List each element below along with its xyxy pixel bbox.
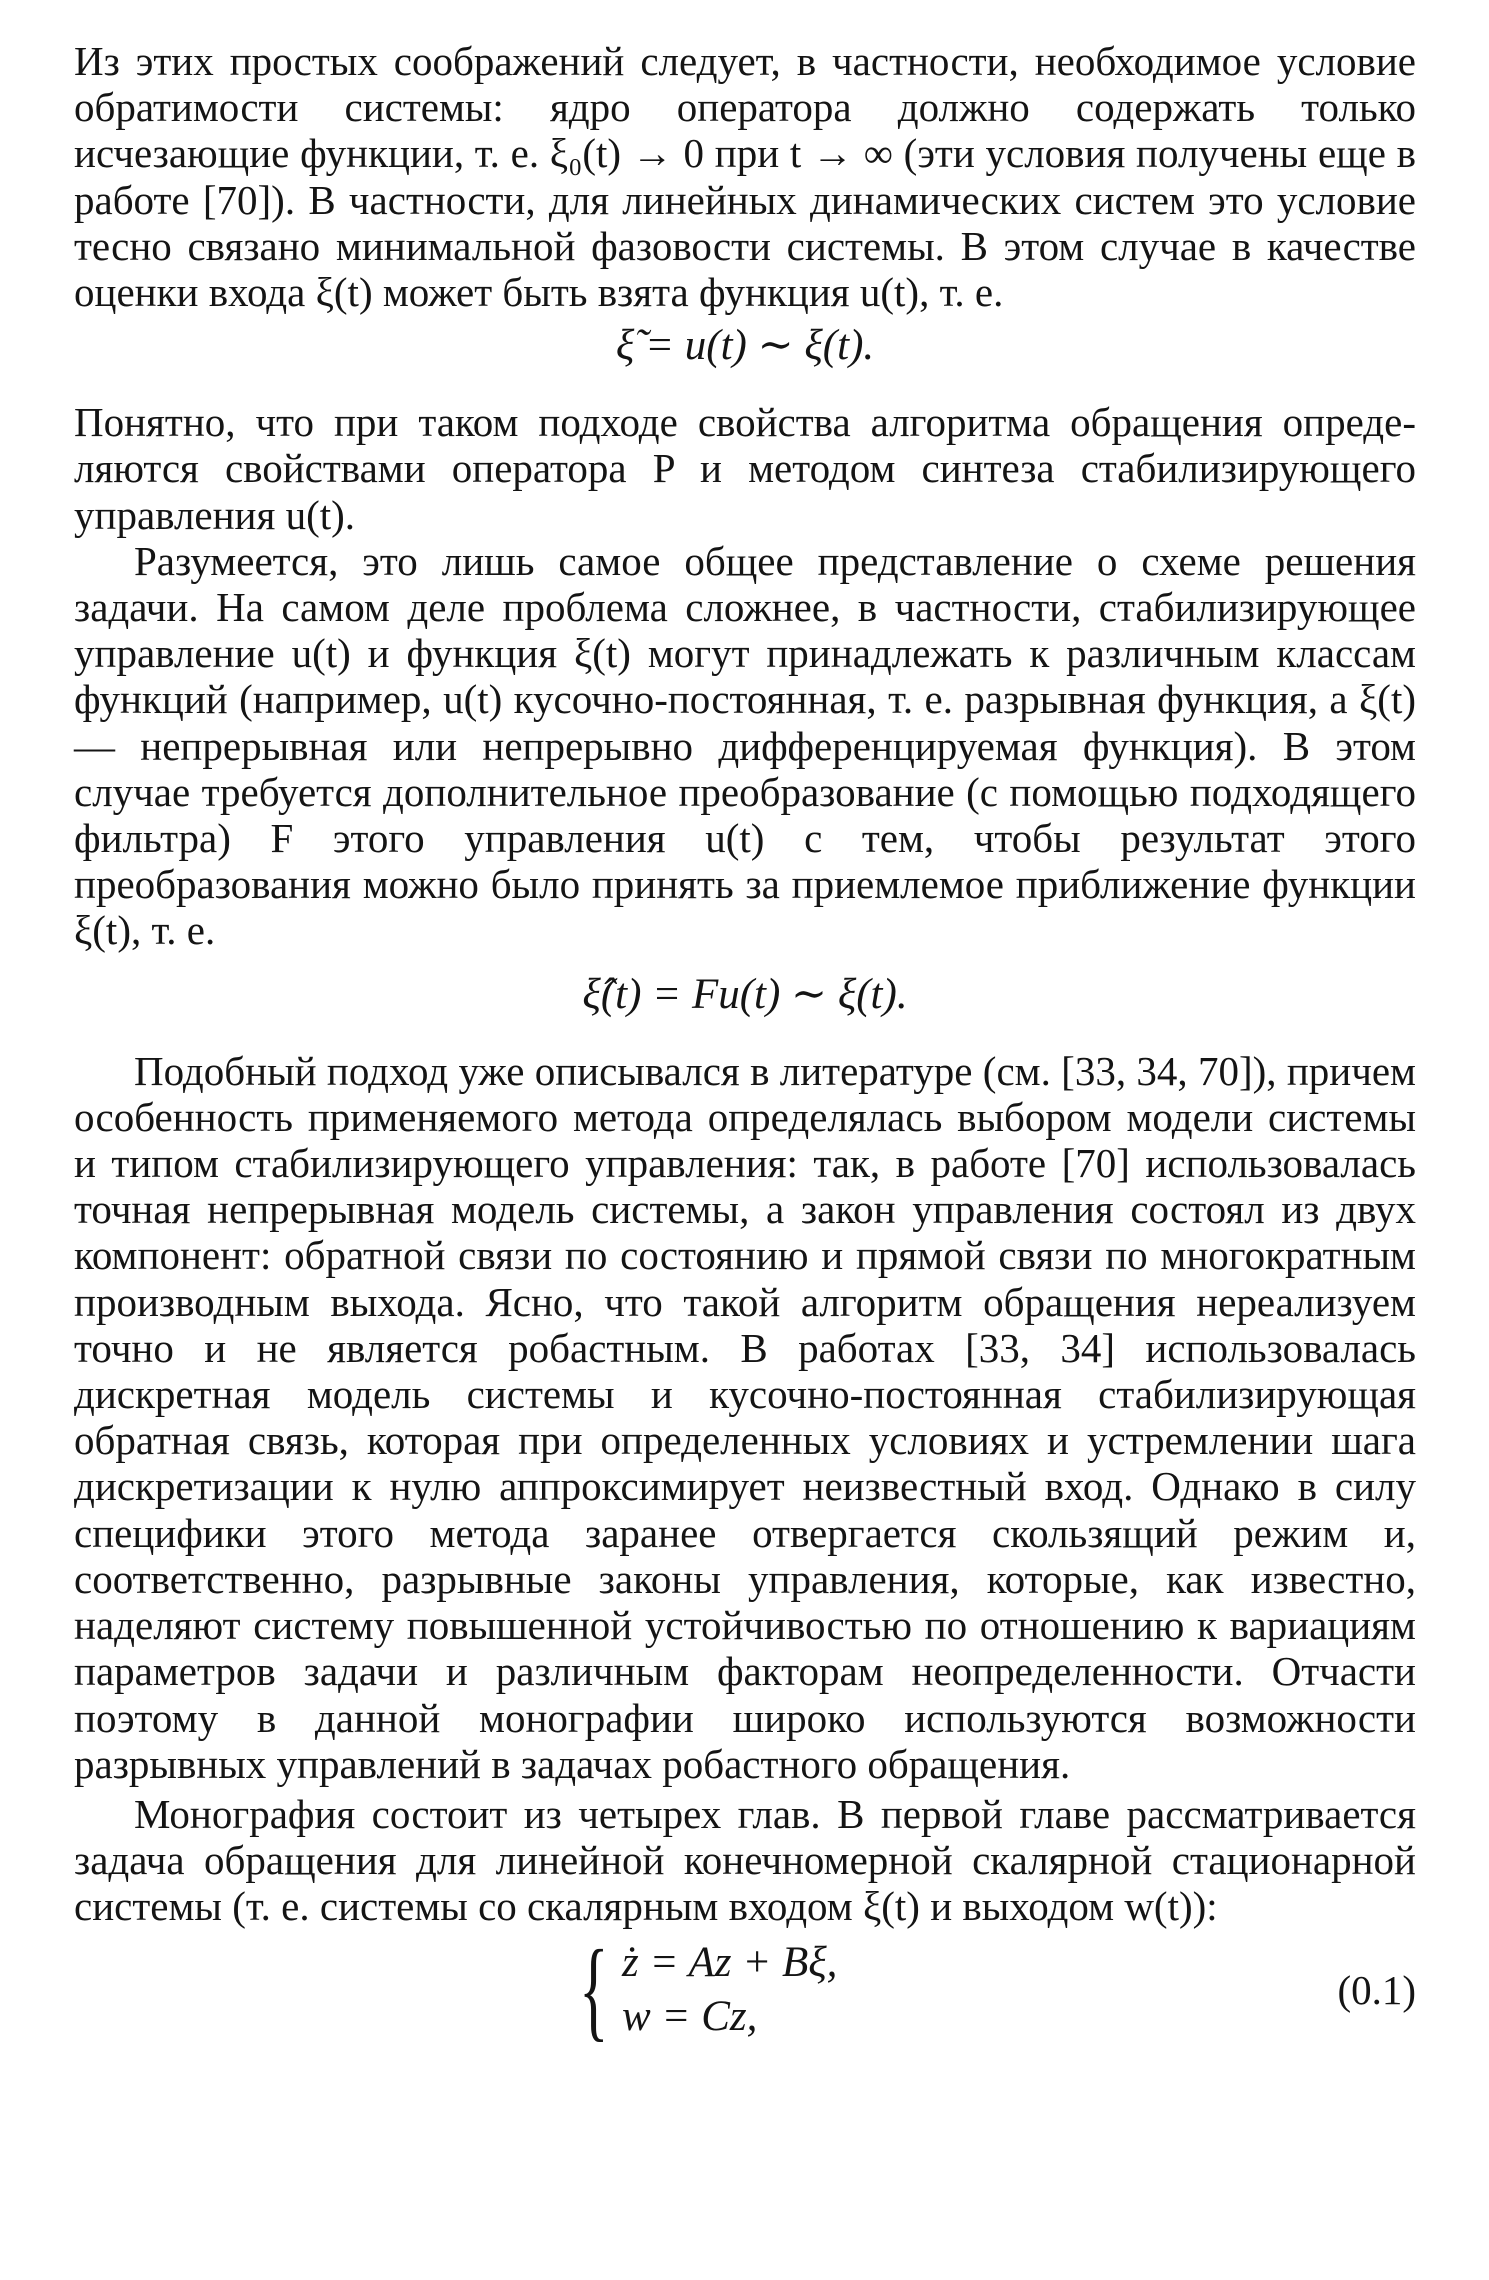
paragraph-2: Понятно, что при таком подходе свойства алгоритма обращения определяются свойствами оператора P и методом синтеза стабилизирующего управления u(t). [74,399,1416,538]
formula-xi-hat: ξ̂(t) = Fu(t) ∼ ξ(t). [582,970,908,1018]
paragraph-1: Из этих простых соображений следует, в частности, необходимое условие обратимости системы: ядро оператора должно содержать только исчезающие функции, т. е. ξ₀(t) → 0 при t → ∞ (эти условия получены еще в работе [70]). В частности, для линейных динамических систем это условие тесно связано минимальной фазовости системы. В этом случае в качестве оценки входа ξ(t) может быть взята функция u(t), т. е. [74,38,1416,316]
system-equation-output: w = Cz, [622,1992,758,2040]
equation-number: (0.1) [1337,1966,1416,2013]
paragraph-5: Монография состоит из четырех глав. В первой главе рассматривается задача обращения для линейной конечномерной скалярной стационарной системы (т. е. системы со скалярным входом ξ(t) и выходом w(t)): [74,1790,1416,1930]
page-text [74,38,1416,2052]
equation-system-0-1 [74,1927,1416,2052]
system-brace: { [579,1927,609,2052]
formula-xi-tilde: ξ̃ = u(t) ∼ ξ(t). [615,322,875,370]
paragraph-4: Подобный подход уже описывался в литературе (см. [33, 34, 70]), причем особенность применяемого метода определялась выбором модели системы и типом стабилизирующего управления: так, в работе [70] использовалась точная непрерывная модель системы, а закон управления состоял из двух компонент: обратной связи по состоянию и прямой связи по многократным производным выхода. Ясно, что такой алгоритм обращения нереализуем точно и не является робастным. В работах [33, 34] использовалась дискретная модель системы и кусочно-постоянная стабилизирующая обратная связь, которая при определенных условиях и устремлении шага дискретизации к нулю аппроксимирует неизвестный вход. Однако в силу специфики этого метода заранее отвергается скользящий режим и, соответственно, разрывные законы управления, которые, как известно, наделяют систему повышенной устойчивостью по отношению к вариациям параметров задачи и различным факторам неопределенности. Отчасти поэтому в данной монографии широко используются возможности разрывных управлений в задачах робастного обращения. [74,1047,1416,1787]
paragraph-3: Разумеется, это лишь самое общее представление о схеме решения задачи. На самом деле проблема сложнее, в частности, стабилизирующее управление u(t) и функция ξ(t) могут принадлежать к различным классам функций (например, u(t) кусочно-постоянная, т. е. разрывная функция, а ξ(t) — непрерывная или непрерывно дифференцируемая функция). В этом случае требуется дополнительное преобразование (с помощью подходящего фильтра) F этого управления u(t) с тем, чтобы результат этого преобразования можно было принять за приемлемое приближение функции ξ(t), т. е. [74,537,1416,954]
system-equation-state: ż = Az + Bξ, [622,1938,838,1986]
